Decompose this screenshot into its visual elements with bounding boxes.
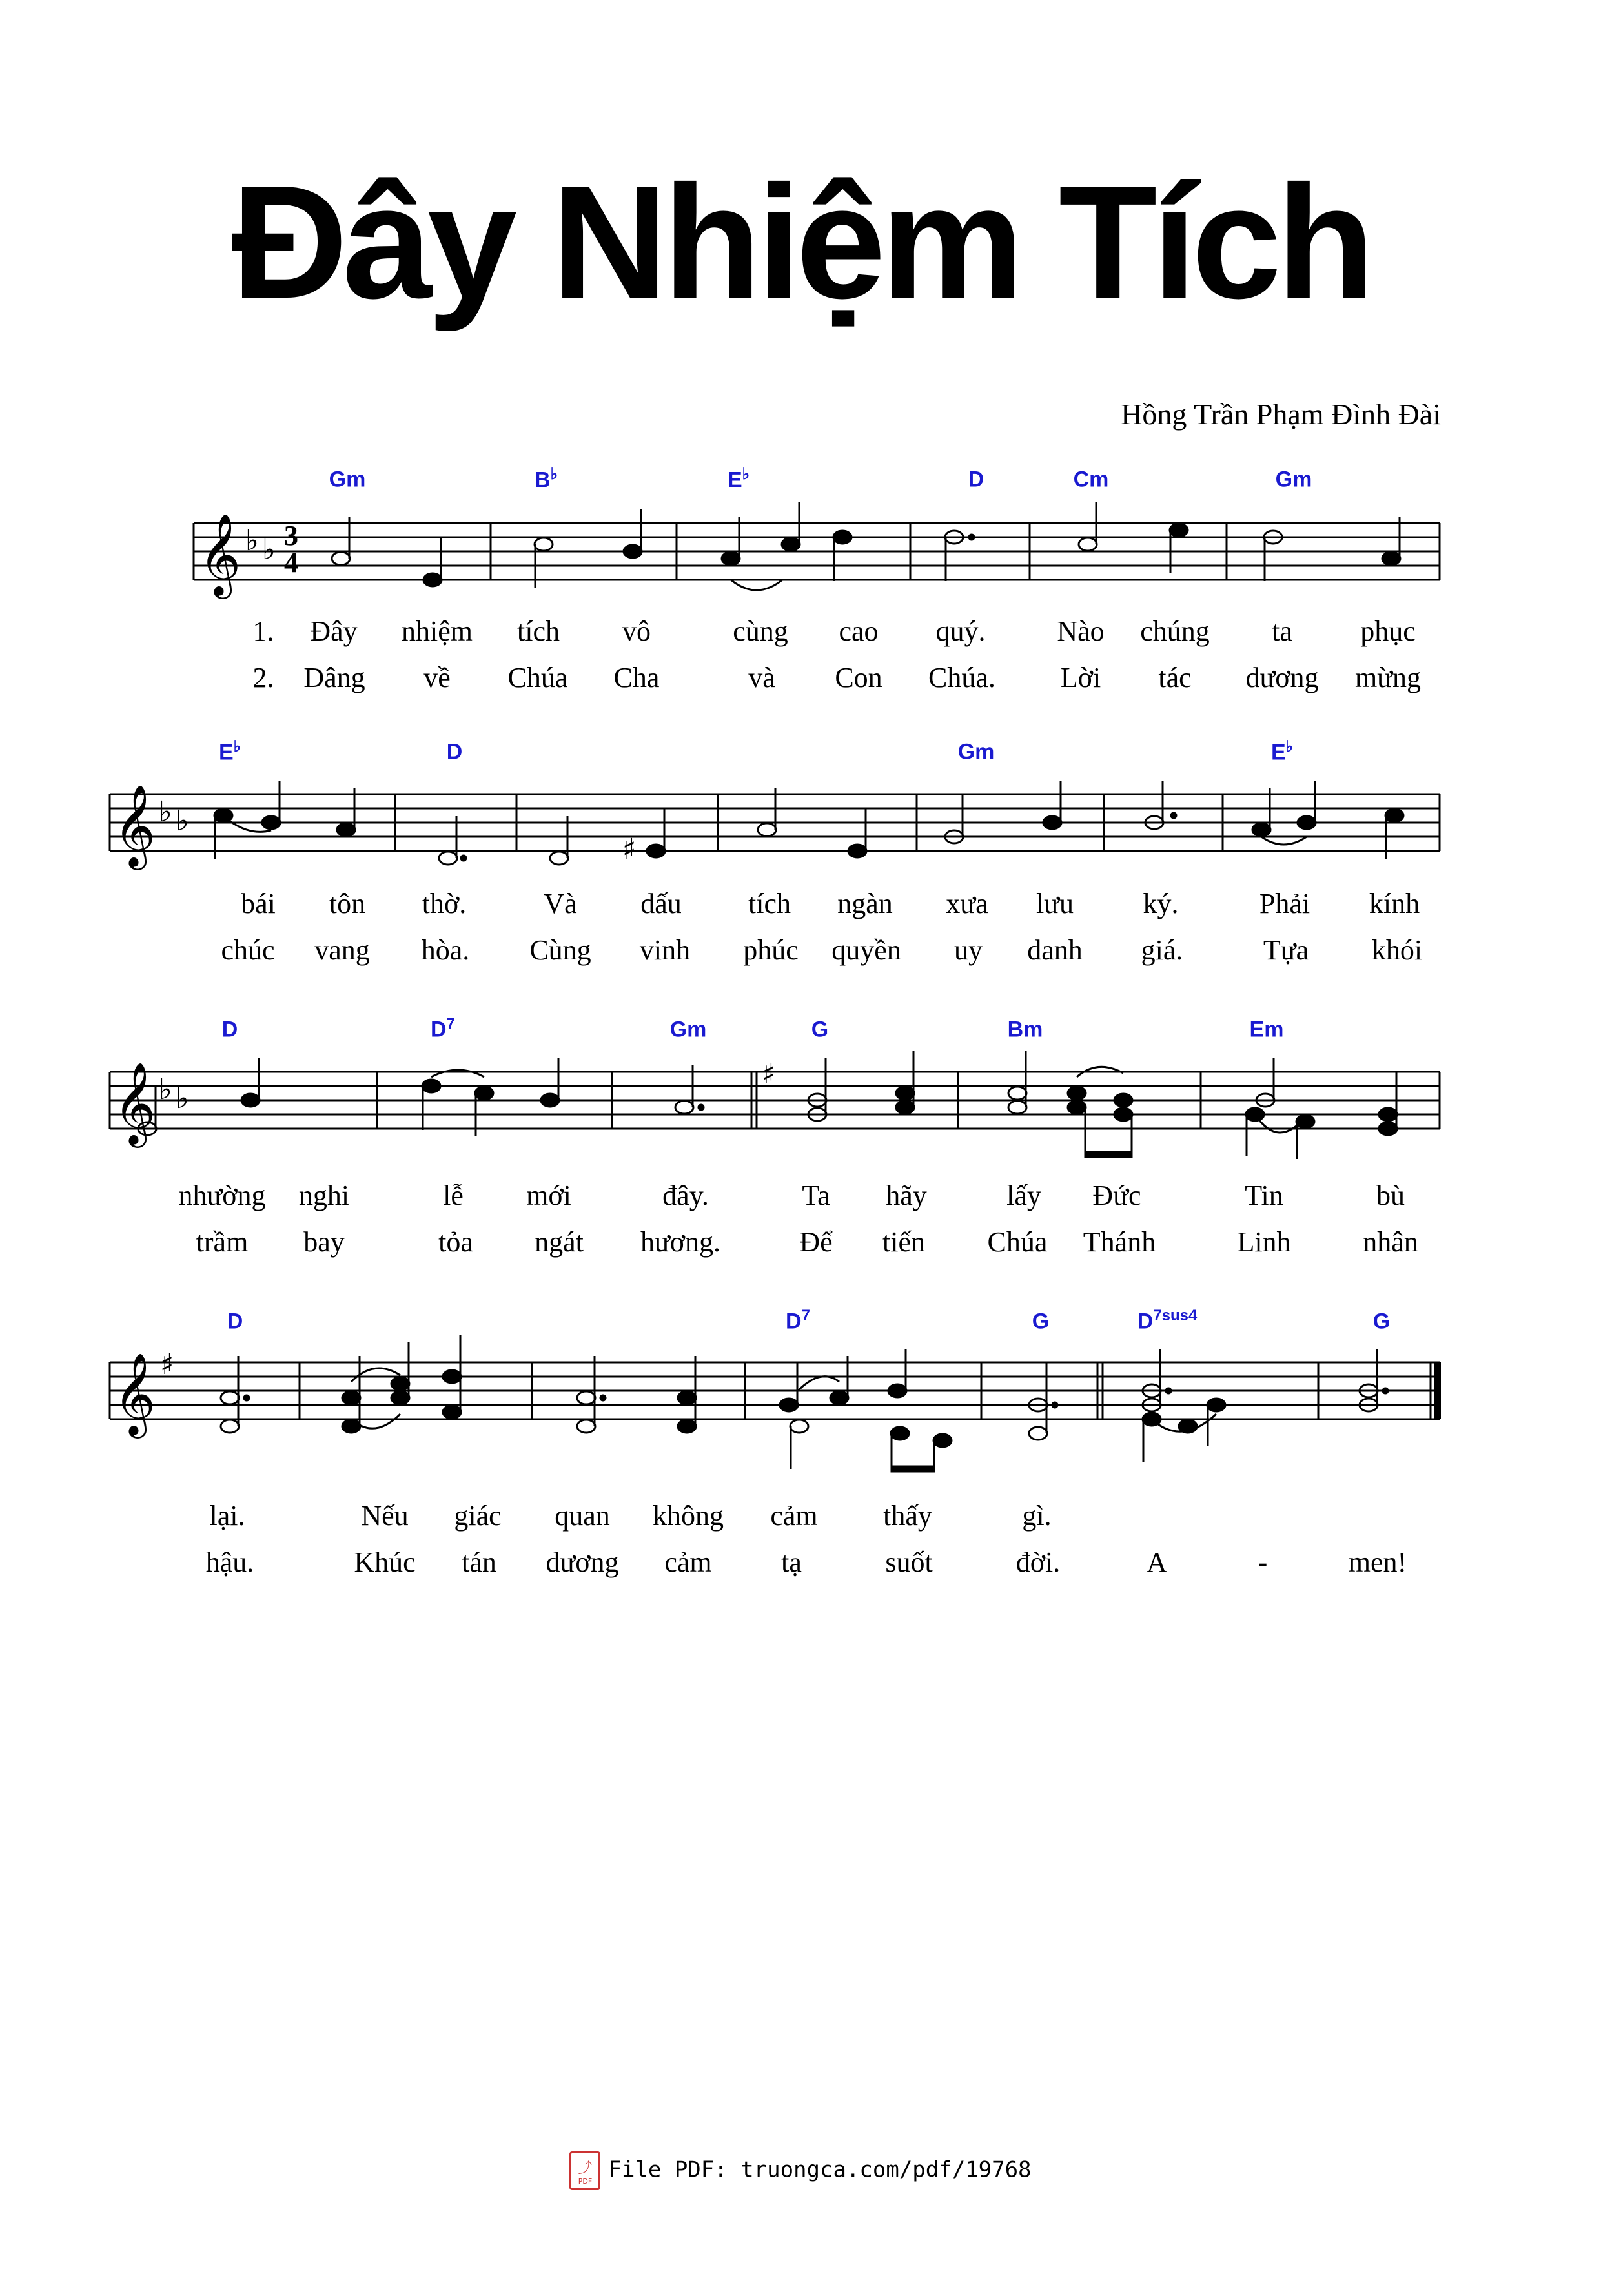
chord: $D^{7sus4}$ <box>1137 1307 1198 1334</box>
music-staff-4 <box>0 1317 1601 1485</box>
chord: D <box>446 739 463 764</box>
lyric: về <box>423 662 451 693</box>
lyric: ký. <box>1143 888 1179 919</box>
lyric: và <box>748 662 775 693</box>
lyric: khói <box>1371 934 1423 966</box>
lyric: bù <box>1376 1180 1405 1211</box>
lyric: tạ <box>781 1546 802 1578</box>
svg-text:♯: ♯ <box>762 1058 776 1091</box>
lyric: hòa. <box>421 934 470 966</box>
lyric: Phải <box>1259 888 1310 919</box>
lyric: lại. <box>209 1500 245 1532</box>
lyric: giác <box>454 1500 502 1532</box>
lyric: nhân <box>1363 1226 1418 1258</box>
lyric: kính <box>1369 888 1420 919</box>
lyric: xưa <box>946 888 988 919</box>
lyric: Linh <box>1237 1226 1291 1258</box>
lyric: chúc <box>221 934 275 966</box>
lyric: đời. <box>1015 1546 1061 1578</box>
chord: $D^7$ <box>431 1015 455 1042</box>
svg-text:𝄞: 𝄞 <box>114 1352 156 1435</box>
svg-text:♭: ♭ <box>176 805 189 837</box>
lyric: đây. <box>662 1180 709 1211</box>
svg-text:𝄞: 𝄞 <box>199 513 241 595</box>
chord: E♭ <box>218 738 241 765</box>
lyric: mới <box>526 1180 571 1211</box>
svg-text:𝄞: 𝄞 <box>114 1061 156 1144</box>
chord: Gm <box>329 467 366 492</box>
lyric: cùng <box>733 615 788 647</box>
lyric: tán <box>462 1546 496 1578</box>
lyric: vang <box>314 934 370 966</box>
svg-text:♭: ♭ <box>159 1073 172 1106</box>
lyric: phúc <box>743 934 799 966</box>
lyric: trầm <box>196 1226 249 1258</box>
chord: D <box>221 1017 238 1042</box>
lyric: giá. <box>1141 934 1183 966</box>
lyric: Ta <box>802 1180 830 1211</box>
music-staff-3 <box>0 1027 1601 1194</box>
lyric: thấy <box>883 1500 932 1532</box>
chord: G <box>1372 1309 1391 1334</box>
lyric: không <box>653 1500 724 1532</box>
lyric: Lời <box>1060 662 1101 693</box>
svg-text:3: 3 <box>284 520 298 551</box>
svg-text:♭: ♭ <box>159 795 172 828</box>
lyric: vinh <box>639 934 691 966</box>
chord: E♭ <box>727 466 750 493</box>
lyric: nhiệm <box>402 615 473 647</box>
lyric: phục <box>1360 615 1416 647</box>
chord: Bm <box>1007 1017 1043 1042</box>
lyric: thờ. <box>422 888 467 919</box>
chord: Gm <box>669 1017 707 1042</box>
song-title: Đây Nhiệm Tích <box>231 152 1370 332</box>
lyric: Tin <box>1245 1180 1283 1211</box>
lyric: Tựa <box>1263 934 1309 966</box>
chord: Cm <box>1073 467 1109 492</box>
lyric: - <box>1258 1546 1268 1578</box>
lyric: bái <box>241 888 276 919</box>
lyric: tác <box>1158 662 1192 693</box>
svg-text:♭: ♭ <box>245 524 259 557</box>
lyric: cao <box>839 615 879 647</box>
chord: Gm <box>957 739 995 764</box>
lyric: Con <box>835 662 882 693</box>
lyric: tích <box>517 615 560 647</box>
lyric: Đức <box>1092 1180 1141 1211</box>
chord: $D^7$ <box>786 1307 810 1334</box>
lyric: 2. <box>252 662 274 693</box>
chord: B♭ <box>535 466 558 493</box>
lyric: vô <box>622 615 651 647</box>
footer <box>0 2151 1601 2190</box>
lyric: hậu. <box>205 1546 254 1578</box>
lyric: A <box>1147 1546 1167 1578</box>
music-staff-2 <box>0 749 1601 917</box>
lyric: nghi <box>298 1180 350 1211</box>
lyric: cảm <box>664 1546 712 1578</box>
lyric: men! <box>1348 1546 1407 1578</box>
lyric: nhường <box>178 1180 266 1211</box>
pdf-file-icon[interactable]: ⤴ PDF <box>569 2151 600 2190</box>
lyric: Thánh <box>1083 1226 1156 1258</box>
lyric: dương <box>546 1546 619 1578</box>
lyric: Và <box>544 888 577 919</box>
chord: E♭ <box>1270 738 1294 765</box>
lyric: Nào <box>1057 615 1105 647</box>
lyric: Chúa <box>987 1226 1048 1258</box>
svg-text:𝄞: 𝄞 <box>114 784 156 866</box>
lyric: Chúa <box>507 662 568 693</box>
lyric: dấu <box>640 888 682 919</box>
lyric: Cùng <box>529 934 591 966</box>
lyric: cảm <box>770 1500 818 1532</box>
lyric: Dâng <box>303 662 365 693</box>
lyric: ngát <box>535 1226 584 1258</box>
lyric: tỏa <box>438 1226 473 1258</box>
lyric: bay <box>303 1226 345 1258</box>
lyric: Nếu <box>361 1500 409 1532</box>
svg-text:♯: ♯ <box>622 833 637 866</box>
lyric: gì. <box>1022 1500 1052 1532</box>
lyric: lễ <box>443 1180 464 1211</box>
chord: Em <box>1249 1017 1284 1042</box>
lyric: hương. <box>640 1226 721 1258</box>
svg-text:♯: ♯ <box>160 1348 174 1381</box>
chord: G <box>1032 1309 1050 1334</box>
lyric: ngàn <box>837 888 893 919</box>
chord: G <box>811 1017 829 1042</box>
chord: D <box>968 467 984 492</box>
lyric: lấy <box>1006 1180 1041 1211</box>
lyric: quyền <box>831 934 901 966</box>
lyric: uy <box>954 934 983 966</box>
svg-text:♭: ♭ <box>176 1082 189 1115</box>
lyric: tích <box>748 888 791 919</box>
composer-name: Hồng Trần Phạm Đình Đài <box>1121 398 1441 431</box>
lyric: Đây <box>310 615 358 647</box>
lyric: lưu <box>1035 888 1074 919</box>
lyric: danh <box>1027 934 1083 966</box>
lyric: 1. <box>252 615 274 647</box>
lyric: quý. <box>935 615 986 647</box>
lyric: hãy <box>886 1180 927 1211</box>
lyric: Cha <box>613 662 660 693</box>
lyric: Để <box>799 1226 833 1258</box>
chord: D <box>227 1309 243 1334</box>
lyric: tôn <box>329 888 366 919</box>
svg-text:4: 4 <box>284 547 298 579</box>
lyric: dương <box>1245 662 1319 693</box>
lyric: tiến <box>882 1226 925 1258</box>
svg-text:♭: ♭ <box>262 533 276 566</box>
footer-link[interactable]: File PDF: truongca.com/pdf/19768 <box>608 2157 1032 2183</box>
lyric: ta <box>1272 615 1292 647</box>
chord: Gm <box>1275 467 1312 492</box>
lyric: Khúc <box>354 1546 416 1578</box>
lyric: quan <box>555 1500 610 1532</box>
lyric: suốt <box>885 1546 933 1578</box>
lyric: chúng <box>1140 615 1210 647</box>
lyric: Chúa. <box>928 662 995 693</box>
lyric: mừng <box>1354 662 1422 693</box>
